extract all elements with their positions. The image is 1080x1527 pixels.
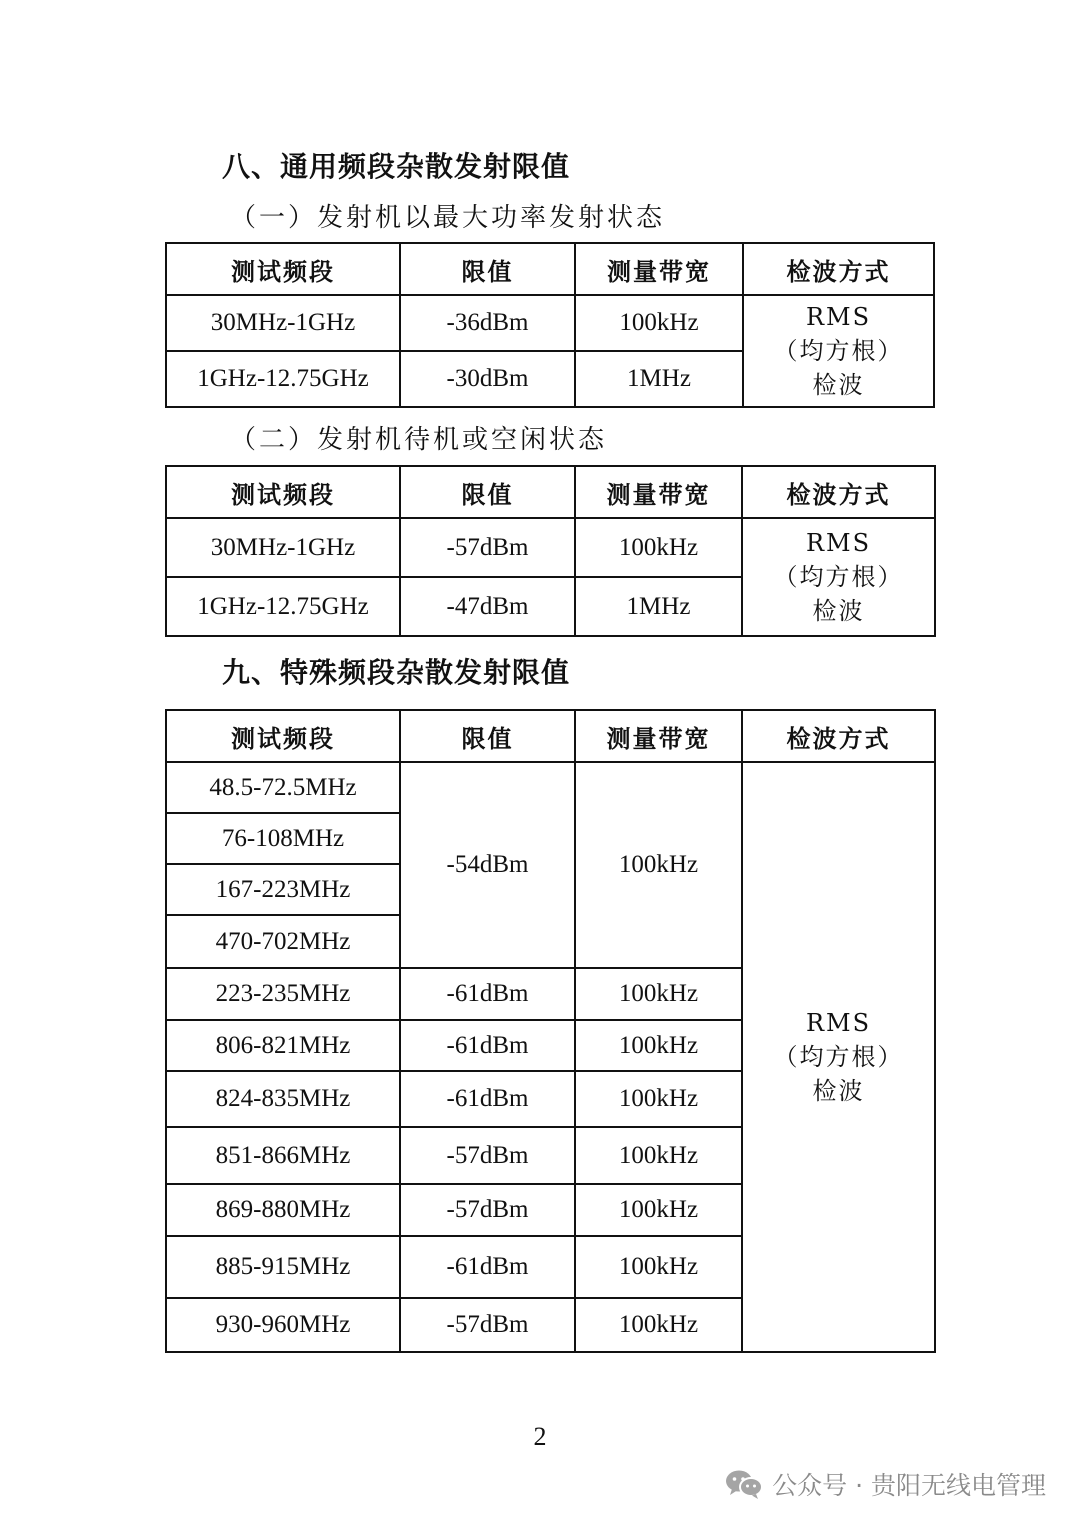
table-header-row xyxy=(166,710,935,762)
table-special-bands xyxy=(165,709,936,1353)
band-cell: 30MHz-1GHz xyxy=(166,518,400,577)
band-cell: 470-702MHz xyxy=(166,915,400,968)
detection-cell xyxy=(743,295,934,407)
band-cell: 930-960MHz xyxy=(166,1298,400,1352)
wechat-icon xyxy=(724,1468,764,1500)
bandwidth-cell-merged: 100kHz xyxy=(575,762,742,968)
header-limit: 限值 xyxy=(400,466,575,518)
section-8-title: 八、通用频段杂散发射限值 xyxy=(222,150,571,183)
bandwidth-cell: 100kHz xyxy=(575,1020,742,1071)
bandwidth-cell: 100kHz xyxy=(575,1071,742,1127)
band-cell: 851-866MHz xyxy=(166,1127,400,1184)
header-band: 测试频段 xyxy=(166,466,400,518)
header-band: 测试频段 xyxy=(166,710,400,762)
section-9-title: 九、特殊频段杂散发射限值 xyxy=(222,656,571,689)
limit-cell: -57dBm xyxy=(400,1298,575,1352)
limit-cell: -61dBm xyxy=(400,1236,575,1298)
band-cell: 1GHz-12.75GHz xyxy=(166,351,400,407)
bandwidth-cell: 100kHz xyxy=(575,1127,742,1184)
bandwidth-cell: 100kHz xyxy=(575,295,743,351)
limit-cell: -57dBm xyxy=(400,1127,575,1184)
band-cell: 223-235MHz xyxy=(166,968,400,1020)
header-bandwidth: 测量带宽 xyxy=(575,243,743,295)
band-cell: 824-835MHz xyxy=(166,1071,400,1127)
limit-cell: -30dBm xyxy=(400,351,575,407)
watermark xyxy=(724,1466,1046,1502)
header-detection: 检波方式 xyxy=(742,710,935,762)
band-cell: 806-821MHz xyxy=(166,1020,400,1071)
header-bandwidth: 测量带宽 xyxy=(575,466,742,518)
detection-cell xyxy=(742,518,935,636)
detection-line-2: （均方根） xyxy=(773,337,904,365)
detection-line-1: RMS xyxy=(805,303,872,331)
header-bandwidth: 测量带宽 xyxy=(575,710,742,762)
limit-cell: -36dBm xyxy=(400,295,575,351)
table-row xyxy=(166,518,935,577)
table-header-row xyxy=(166,243,934,295)
detection-cell xyxy=(742,762,935,1352)
bandwidth-cell: 100kHz xyxy=(575,1184,742,1236)
table-header-row xyxy=(166,466,935,518)
limit-cell: -57dBm xyxy=(400,1184,575,1236)
header-band: 测试频段 xyxy=(166,243,400,295)
bandwidth-cell: 100kHz xyxy=(575,968,742,1020)
limit-cell: -61dBm xyxy=(400,1020,575,1071)
bandwidth-cell: 100kHz xyxy=(575,518,742,577)
band-cell: 1GHz-12.75GHz xyxy=(166,577,400,636)
band-cell: 869-880MHz xyxy=(166,1184,400,1236)
bandwidth-cell: 100kHz xyxy=(575,1298,742,1352)
detection-line-1: RMS xyxy=(805,529,872,557)
header-limit: 限值 xyxy=(400,710,575,762)
band-cell: 30MHz-1GHz xyxy=(166,295,400,351)
limit-cell: -47dBm xyxy=(400,577,575,636)
table-max-power xyxy=(165,242,935,408)
header-limit: 限值 xyxy=(400,243,575,295)
watermark-text: 公众号 · 贵阳无线电管理 xyxy=(772,1471,1046,1500)
limit-cell: -61dBm xyxy=(400,968,575,1020)
detection-line-2: （均方根） xyxy=(773,563,904,591)
detection-line-2: （均方根） xyxy=(773,1043,904,1071)
detection-line-3: 检波 xyxy=(812,597,865,625)
header-detection: 检波方式 xyxy=(743,243,934,295)
detection-line-3: 检波 xyxy=(812,1077,865,1105)
detection-line-3: 检波 xyxy=(812,371,865,399)
table-standby xyxy=(165,465,936,637)
bandwidth-cell: 1MHz xyxy=(575,351,743,407)
subsection-2-title: （二）发射机待机或空闲状态 xyxy=(230,425,608,455)
band-cell: 885-915MHz xyxy=(166,1236,400,1298)
band-cell: 76-108MHz xyxy=(166,813,400,864)
limit-cell: -57dBm xyxy=(400,518,575,577)
bandwidth-cell: 1MHz xyxy=(575,577,742,636)
detection-line-1: RMS xyxy=(805,1009,872,1037)
table-row xyxy=(166,762,935,813)
page-number: 2 xyxy=(533,1422,547,1451)
subsection-1-title: （一）发射机以最大功率发射状态 xyxy=(230,203,666,233)
limit-cell: -61dBm xyxy=(400,1071,575,1127)
band-cell: 167-223MHz xyxy=(166,864,400,915)
band-cell: 48.5-72.5MHz xyxy=(166,762,400,813)
bandwidth-cell: 100kHz xyxy=(575,1236,742,1298)
header-detection: 检波方式 xyxy=(742,466,935,518)
limit-cell-merged: -54dBm xyxy=(400,762,575,968)
table-row xyxy=(166,295,934,351)
